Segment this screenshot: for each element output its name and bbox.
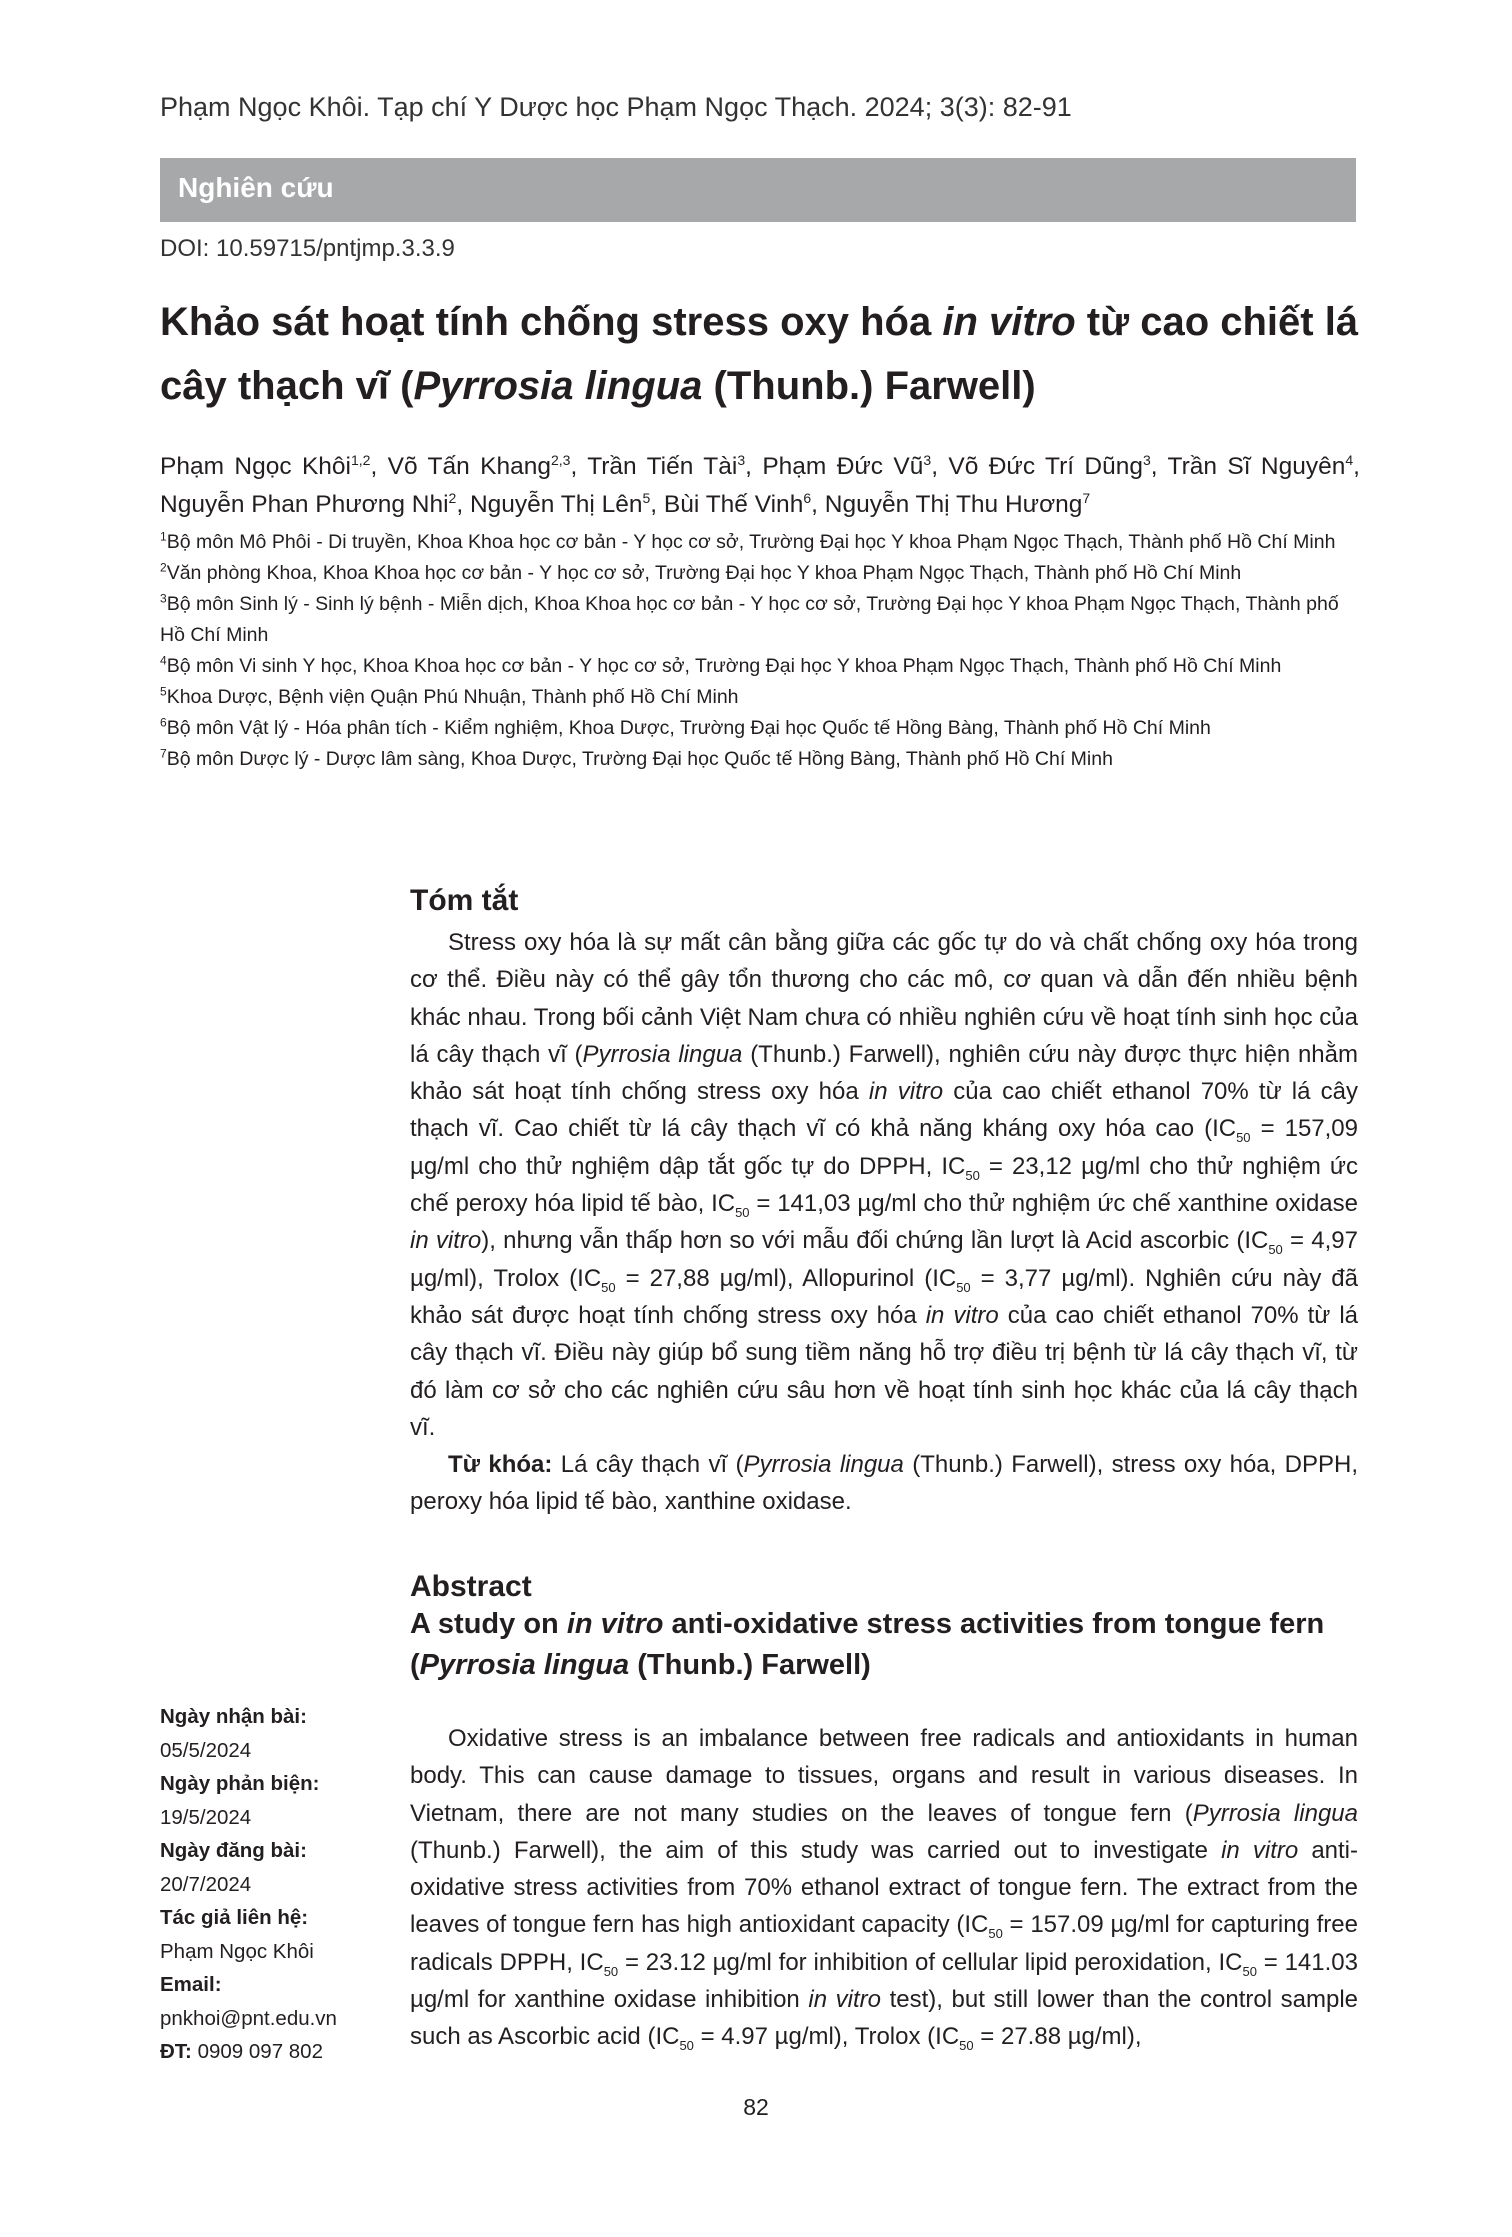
title-part: (Thunb.) Farwell) (702, 364, 1036, 408)
italic-run: Pyrrosia lingua (743, 1451, 904, 1479)
affiliation-number: 2 (160, 560, 167, 575)
affiliation (160, 682, 1360, 713)
article-title (160, 290, 1360, 418)
keywords-label: Từ khóa: (448, 1451, 553, 1479)
italic-run: in vitro (868, 1078, 944, 1106)
abstract-paragraph (410, 1720, 1358, 2056)
text-run: (Thunb.) Farwell) (629, 1649, 871, 1681)
author-list: Phạm Ngọc Khôi$^{1,2}$, Võ Tấn Khang$^{2,3}$, Trần Tiến Tài$^3$, Phạm Đức $Vũ^3$, Võ Đức Trí Dũng$^3$, Trần Sĩ Nguyên$^4$, Nguyễn Phan Phương Nhi$^2$, Nguyễn Thị Lên$^5$, Bùi Thế Vinh$^6$, Nguyễn Thị Thu Hương$^7$ (160, 451, 1360, 518)
text-run: = 3,77 µg/ml). Nghiên cứu này đã khảo sát được hoạt tính chống stress oxy hóa (410, 1264, 1358, 1329)
reviewed-date: 19/5/2024 (160, 1805, 252, 1829)
title-italic: Pyrrosia lingua (413, 364, 703, 408)
text-run: (Thunb.) Farwell), stress oxy hóa, DPPH, peroxy hóa lipid tế bào, xanthine oxidase. (410, 1451, 1358, 1516)
page-number: 82 (743, 2094, 769, 2120)
affiliation-text: Văn phòng Khoa, Khoa Khoa học cơ bản - Y học cơ sở, Trường Đại học Y khoa Phạm Ngọc Thạch, Thành phố Hồ Chí Minh (166, 562, 1242, 584)
title-part: Khảo sát hoạt tính chống stress oxy hóa (160, 300, 943, 344)
phone-number: 0909 097 802 (191, 2040, 323, 2063)
author-affiliation: 4 (1345, 451, 1354, 468)
author-affiliation: 1,2 (351, 451, 371, 468)
email-label: Email: (160, 1973, 222, 1996)
affiliation (160, 558, 1360, 589)
subscript: 50 (1242, 1963, 1257, 1979)
affiliation (160, 744, 1360, 775)
italic-run: in vitro (410, 1227, 482, 1255)
author-affiliation: 2,3 (551, 451, 571, 468)
author-name: Phạm Đức Vũ (762, 453, 924, 480)
subscript: 50 (959, 2038, 974, 2054)
author-name: Nguyễn Thị Lên (469, 491, 643, 518)
italic-run: in vitro (1221, 1836, 1299, 1864)
italic-run: Pyrrosia lingua (419, 1649, 630, 1681)
section-label: Nghiên cứu (178, 172, 334, 203)
affiliation (160, 713, 1360, 744)
text-run: test), but still lower than the control sample such as Ascorbic acid (IC (410, 1986, 1358, 2051)
affiliation-number: 6 (160, 715, 167, 730)
abstract-en (410, 1570, 1358, 2056)
author-name: Võ Đức Trí Dũng (948, 453, 1143, 480)
subscript: 50 (679, 2038, 694, 2054)
subscript: 50 (956, 1279, 971, 1295)
author-affiliation: 3 (1143, 451, 1151, 468)
affiliation-text: Khoa Dược, Bệnh viện Quận Phú Nhuận, Thành phố Hồ Chí Minh (166, 686, 739, 708)
section-bar (160, 158, 1356, 222)
author-name: Trần Tiến Tài (587, 453, 738, 480)
text-run: của cao chiết ethanol 70% từ lá cây thạch vĩ. Điều này giúp bổ sung tiềm năng hỗ trợ điều trị bệnh từ lá cây thạch vĩ, từ đó làm cơ sở cho các nghiên cứu sâu hơn về hoạt tính sinh học khác của lá cây thạch vĩ. (410, 1301, 1359, 1441)
italic-run: in vitro (566, 1608, 664, 1640)
text-run: = 4,97 µg/ml), Trolox (IC (410, 1227, 1359, 1292)
author-affiliation: 3 (923, 451, 932, 468)
text-run: (Thunb.) Farwell), the aim of this study was carried out to investigate (410, 1836, 1222, 1864)
affiliation-number: 1 (160, 529, 167, 544)
title-italic: in vitro (942, 300, 1076, 344)
text-run: = 23.12 µg/ml for inhibition of cellular lipid peroxidation, IC (618, 1948, 1243, 1976)
subscript: 50 (735, 1204, 750, 1220)
text-run: = 157.09 µg/ml for capturing free radicals DPPH, IC (410, 1911, 1358, 1976)
summary-paragraph (410, 924, 1358, 1446)
affiliation-number: 5 (160, 684, 167, 699)
author-name: Bùi Thế Vinh (663, 491, 804, 518)
subscript: 50 (988, 1926, 1003, 1942)
phone-label: ĐT: (160, 2040, 192, 2063)
affiliation-text: Bộ môn Dược lý - Dược lâm sàng, Khoa Dược, Trường Đại học Quốc tế Hồng Bàng, Thành phố Hồ Chí Minh (166, 748, 1113, 770)
author-affiliation: 2 (448, 489, 457, 506)
subscript: 50 (965, 1167, 980, 1183)
author-name: Trần Sĩ Nguyên (1167, 453, 1346, 480)
author-name: Võ Tấn Khang (387, 453, 551, 480)
contact-label: Tác giả liên hệ: (160, 1906, 309, 1929)
italic-run: Pyrrosia lingua (582, 1040, 743, 1068)
affiliation (160, 527, 1360, 558)
journal-citation: Phạm Ngọc Khôi. Tạp chí Y Dược học Phạm Ngọc Thạch. 2024; 3(3): 82-91 (160, 92, 1072, 122)
doi: DOI: 10.59715/pntjmp.3.3.9 (160, 235, 455, 262)
text-run: Lá cây thạch vĩ ( (552, 1451, 744, 1479)
text-run: = 23,12 µg/ml cho thử nghiệm ức chế peroxy hóa lipid tế bào, IC (410, 1152, 1358, 1218)
published-label: Ngày đăng bài: (160, 1839, 307, 1862)
email-address[interactable]: pnkhoi@pnt.edu.vn (160, 2006, 337, 2030)
affiliation-list (160, 527, 1360, 775)
author-name: Phạm Ngọc Khôi (160, 453, 351, 480)
text-run: = 141,03 µg/ml cho thử nghiệm ức chế xanthine oxidase (749, 1190, 1358, 1218)
affiliation (160, 651, 1360, 682)
text-run: = 27.88 µg/ml), (973, 2023, 1142, 2051)
affiliation-text: Bộ môn Vi sinh Y học, Khoa Khoa học cơ bản - Y học cơ sở, Trường Đại học Y khoa Phạm Ngọc Thạch, Thành phố Hồ Chí Minh (166, 655, 1282, 677)
article-info-sidebar (160, 1700, 390, 2069)
phone-line (160, 2035, 390, 2069)
italic-run: in vitro (925, 1301, 999, 1329)
affiliation-text: Bộ môn Sinh lý - Sinh lý bệnh - Miễn dịch, Khoa Khoa học cơ bản - Y học cơ sở, Trường Đại học Y khoa Phạm Ngọc Thạch, Thành phố Hồ Chí Minh (160, 593, 1339, 646)
italic-run: in vitro (808, 1986, 881, 2014)
author-affiliation: 5 (642, 489, 651, 506)
text-run: = 157,09 µg/ml cho thử nghiệm dập tắt gốc tự do DPPH, IC (410, 1115, 1359, 1180)
text-run: = 4.97 µg/ml), Trolox (IC (693, 2023, 960, 2051)
subscript: 50 (1236, 1130, 1251, 1146)
text-run: của cao chiết ethanol 70% từ lá cây thạch vĩ. Cao chiết từ lá cây thạch vĩ có khả năng kháng oxy hóa cao (IC (410, 1078, 1358, 1143)
text-run: Stress oxy hóa là sự mất cân bằng giữa các gốc tự do và chất chống oxy hóa trong cơ thể. Điều này có thể gây tổn thương cho các mô, cơ quan và dẫn đến nhiều bệnh khác nhau. Trong bối cảnh Việt Nam chưa có nhiều nghiên cứu về hoạt tính sinh học của lá cây thạch vĩ ( (410, 929, 1358, 1068)
received-date: 05/5/2024 (160, 1738, 252, 1762)
published-date: 20/7/2024 (160, 1872, 252, 1896)
author-name: Nguyễn Thị Thu Hương (824, 491, 1083, 518)
italic-run: Pyrrosia lingua (1192, 1799, 1358, 1827)
author-name: Nguyễn Phan Phương Nhi (160, 491, 449, 518)
author-affiliation: 7 (1082, 489, 1091, 506)
author-affiliation: 3 (737, 451, 746, 468)
author-affiliation: 6 (803, 489, 812, 506)
keywords (410, 1446, 1358, 1521)
text-run: = 141.03 µg/ml for xanthine oxidase inhibition (410, 1948, 1358, 2014)
affiliation-text: Bộ môn Vật lý - Hóa phân tích - Kiểm nghiệm, Khoa Dược, Trường Đại học Quốc tế Hồng Bàng, Thành phố Hồ Chí Minh (166, 717, 1211, 739)
abstract-heading: Abstract (410, 1570, 532, 1603)
title-part: từ cao chiết lá cây thạch vĩ ( (160, 300, 1359, 408)
text-run: anti-oxidative stress activities from 70% ethanol extract of tongue fern. The extract from the leaves of tongue fern has high antioxidant capacity (IC (410, 1836, 1359, 1939)
abstract-title (410, 1604, 1358, 1686)
text-run: anti-oxidative stress activities from tongue fern ( (410, 1608, 1325, 1681)
affiliation-number: 3 (160, 591, 167, 606)
text-run: ), nhưng vẫn thấp hơn so với mẫu đối chứng lần lượt là Acid ascorbic (IC (481, 1227, 1269, 1255)
affiliation-text: Bộ môn Mô Phôi - Di truyền, Khoa Khoa học cơ bản - Y học cơ sở, Trường Đại học Y khoa Phạm Ngọc Thạch, Thành phố Hồ Chí Minh (166, 531, 1336, 553)
summary-vi (410, 884, 1358, 1521)
subscript: 50 (601, 1279, 616, 1295)
received-label: Ngày nhận bài: (160, 1705, 307, 1728)
text-run: = 27,88 µg/ml), Allopurinol (IC (615, 1264, 957, 1292)
subscript: 50 (1268, 1242, 1283, 1258)
affiliation-number: 4 (160, 653, 167, 668)
text-run: A study on (410, 1608, 567, 1640)
subscript: 50 (603, 1963, 619, 1979)
reviewed-label: Ngày phản biện: (160, 1772, 320, 1795)
text-run: Oxidative stress is an imbalance between free radicals and antioxidants in human body. This can cause damage to tissues, organs and result in various diseases. In Vietnam, there are not many studies on the leaves of tongue fern ( (410, 1725, 1358, 1827)
contact-name: Phạm Ngọc Khôi (160, 1939, 314, 1963)
summary-heading: Tóm tắt (410, 884, 519, 917)
text-run: (Thunb.) Farwell), nghiên cứu này được thực hiện nhằm khảo sát hoạt tính chống stress oxy hóa (410, 1040, 1358, 1106)
affiliation-number: 7 (160, 746, 167, 761)
affiliation (160, 589, 1360, 651)
